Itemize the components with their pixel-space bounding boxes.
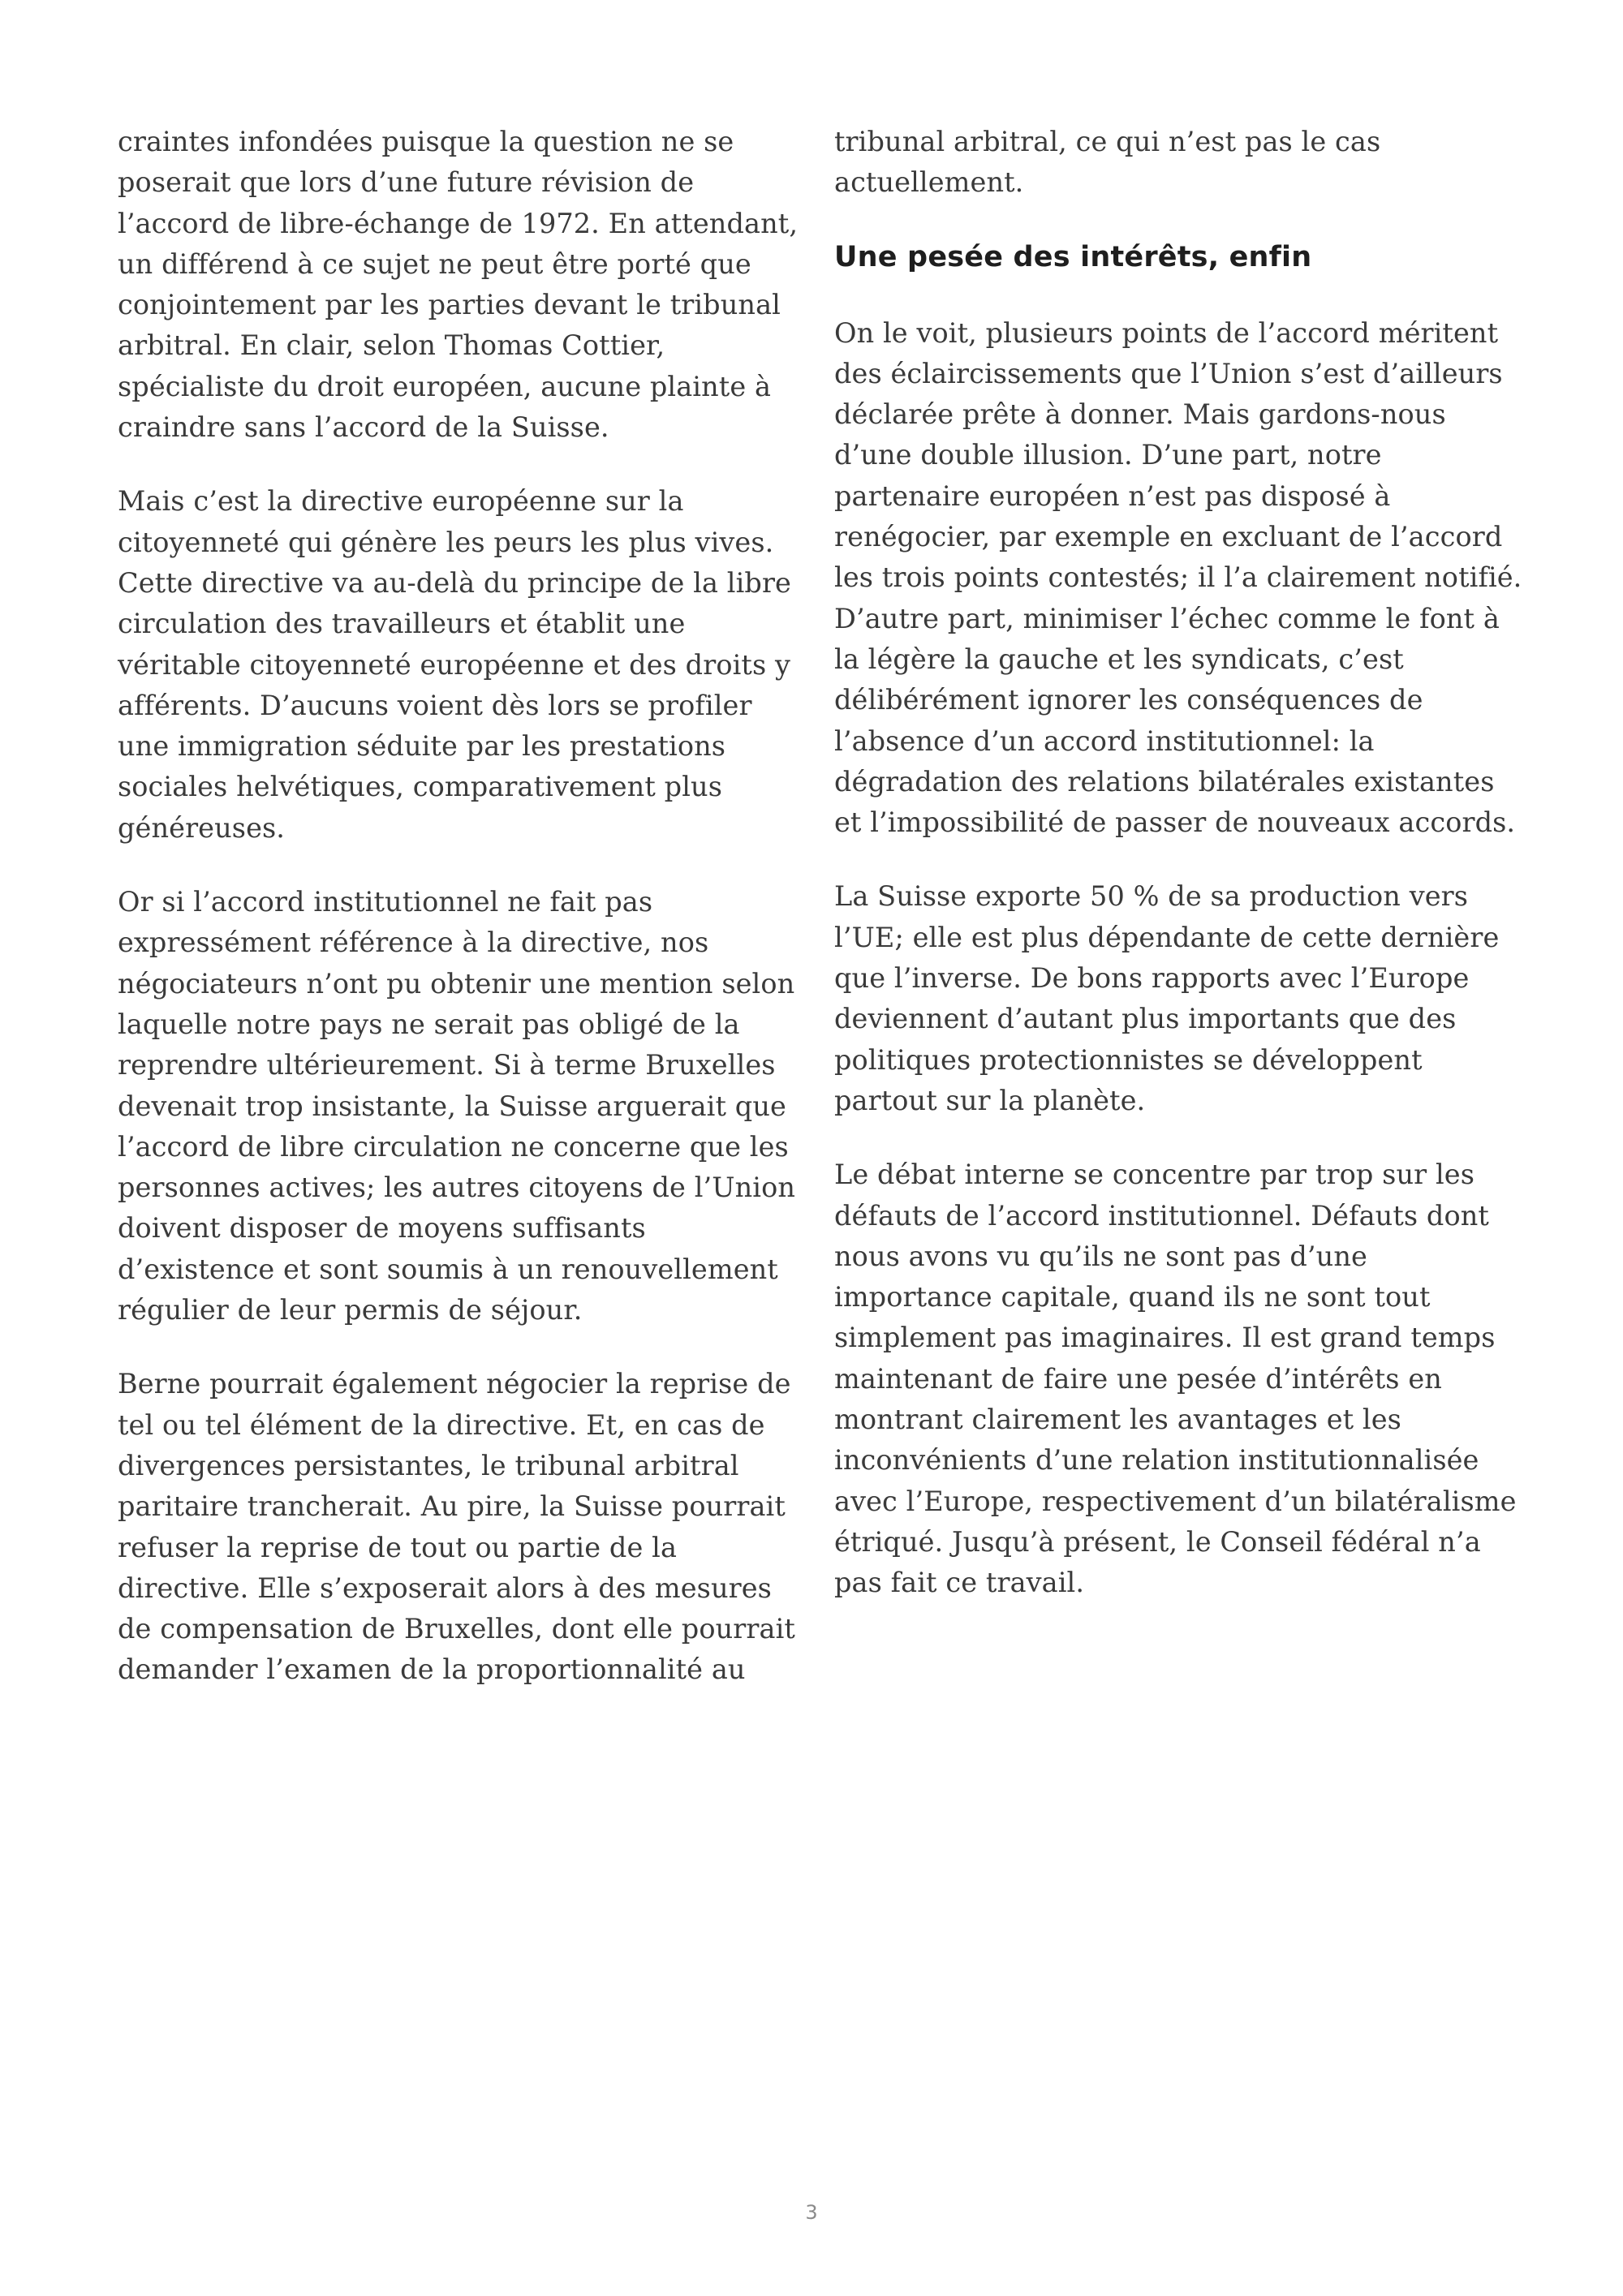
body-paragraph: On le voit, plusieurs points de l’accord méritent des éclaircissements que l’Union s’est d’ailleurs déclarée prête à donner. Mais gardons-nous d’une double illusion. D’une part, notre partenaire européen n’est pas disposé à renégocier, par exemple en excluant de l’accord les trois points contestés; il l’a clairement notifié. D’autre part, minimiser l’échec comme le font à la légère la gauche et les syndicats, c’est délibérément ignorer les conséquences de l’absence d’un accord institutionnel: la dégradation des relations bilatérales existantes et l’impossibilité de passer de nouveaux accords. bbox=[834, 316, 1522, 839]
body-paragraph: craintes infondées puisque la question ne se poserait que lors d’une future révision de l’accord de libre-échange de 1972. En attendant, un différend à ce sujet ne peut être porté que conjointement par les parties devant le tribunal arbitral. En clair, selon Thomas Cottier, spécialiste du droit européen, aucune plainte à craindre sans l’accord de la Suisse. bbox=[118, 126, 799, 444]
body-paragraph: La Suisse exporte 50 % de sa production vers l’UE; elle est plus dépendante de cette dernière que l’inverse. De bons rapports avec l’Europe deviennent d’autant plus importants que des politiques protectionnistes se développent partout sur la planète. bbox=[834, 880, 1500, 1116]
body-paragraph: Berne pourrait également négocier la reprise de tel ou tel élément de la directive. Et, en cas de divergences persistantes, le tribunal arbitral paritaire trancherait. Au pire, la Suisse pourrait refuser la reprise de tout ou partie de la directive. Elle s’exposerait alors à des mesures de compensation de Bruxelles, dont elle pourrait demander l’examen de la proportionnalité au bbox=[118, 1368, 795, 1686]
body-paragraph: Mais c’est la directive européenne sur la citoyenneté qui génère les peurs les plus vives. Cette directive va au-delà du principe de la libre circulation des travailleurs et établit une véritable citoyenneté européenne et des droits y afférents. D’aucuns voient dès lors se profiler une immigration séduite par les prestations sociales helvétiques, comparativement plus généreuses. bbox=[118, 485, 791, 844]
body-paragraph: Or si l’accord institutionnel ne fait pas expressément référence à la directive, nos négociateurs n’ont pu obtenir une mention selon laquelle notre pays ne serait pas obligé de la reprendre ultérieurement. Si à terme Bruxelles devenait trop insistante, la Suisse arguerait que l’accord de libre circulation ne concerne que les personnes actives; les autres citoyens de l’Union doivent disposer de moyens suffisants d’existence et sont soumis à un renouvellement régulier de leur permis de séjour. bbox=[118, 886, 796, 1326]
body-paragraph: tribunal arbitral, ce qui n’est pas le cas actuellement. bbox=[834, 126, 1381, 199]
body-paragraph: Le débat interne se concentre par trop sur les défauts de l’accord institutionnel. Défauts dont nous avons vu qu’ils ne sont pas d’une importance capitale, quand ils ne sont tout simplement pas imaginaires. Il est grand temps maintenant de faire une pesée d’intérêts en montrant clairement les avantages et les inconvénients d’une relation institutionnalisée avec l’Europe, respectivement d’un bilatéralisme étriqué. Jusqu’à présent, le Conseil fédéral n’a pas fait ce travail. bbox=[834, 1159, 1517, 1599]
left-column bbox=[118, 122, 799, 1724]
page-number: 3 bbox=[805, 2201, 818, 2224]
section-heading: Une pesée des intérêts, enfin bbox=[834, 240, 1312, 273]
right-column bbox=[834, 122, 1528, 1637]
